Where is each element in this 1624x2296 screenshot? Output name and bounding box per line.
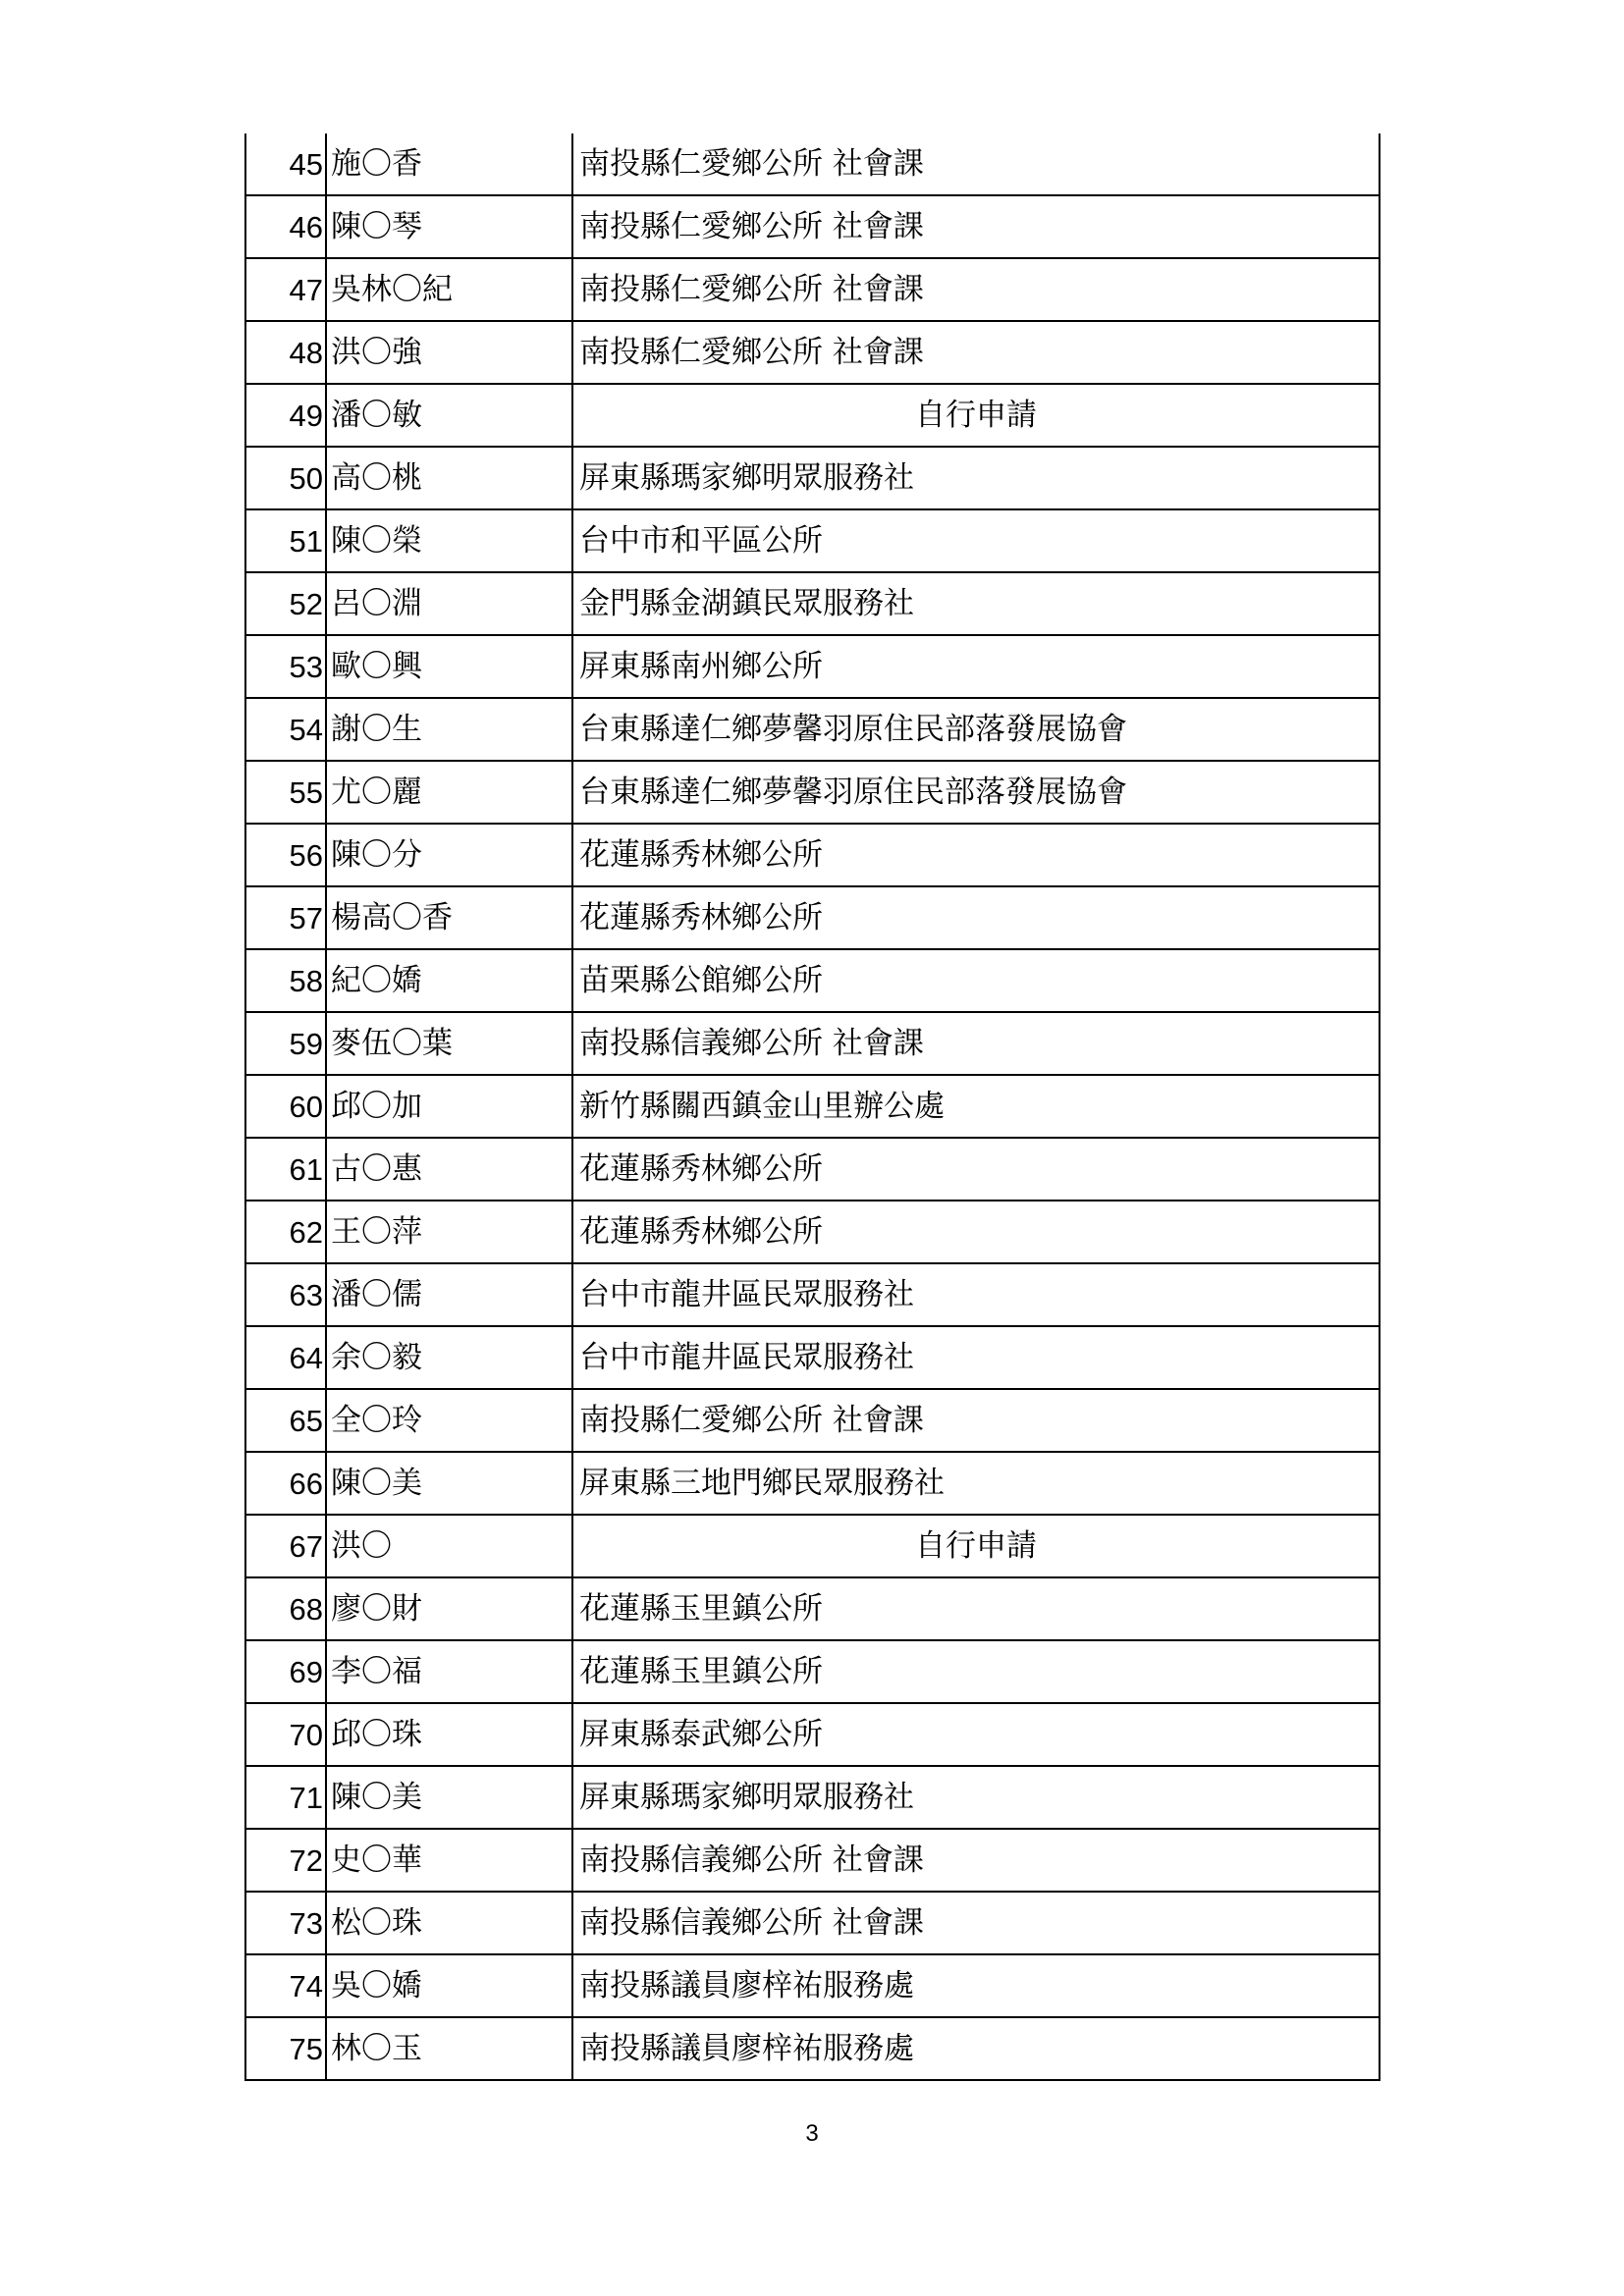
person-name: 邱〇珠 xyxy=(326,1703,572,1766)
row-number: 63 xyxy=(245,1263,326,1326)
table-row xyxy=(245,384,1380,447)
row-number: 49 xyxy=(245,384,326,447)
organization: 花蓮縣秀林鄉公所 xyxy=(572,824,1380,886)
person-name: 麥伍〇葉 xyxy=(326,1012,572,1075)
row-number: 46 xyxy=(245,195,326,258)
row-number: 57 xyxy=(245,886,326,949)
table-row xyxy=(245,572,1380,635)
organization: 屏東縣瑪家鄉明眾服務社 xyxy=(572,1766,1380,1829)
row-number: 64 xyxy=(245,1326,326,1389)
table-row xyxy=(245,1138,1380,1201)
table-row xyxy=(245,1263,1380,1326)
table-row xyxy=(245,1640,1380,1703)
person-name: 吳林〇紀 xyxy=(326,258,572,321)
row-number: 61 xyxy=(245,1138,326,1201)
organization: 屏東縣南州鄉公所 xyxy=(572,635,1380,698)
table-row xyxy=(245,509,1380,572)
table-row xyxy=(245,761,1380,824)
table-row xyxy=(245,1201,1380,1263)
person-name: 全〇玲 xyxy=(326,1389,572,1452)
row-number: 69 xyxy=(245,1640,326,1703)
row-number: 58 xyxy=(245,949,326,1012)
organization: 南投縣仁愛鄉公所 社會課 xyxy=(572,321,1380,384)
table-row xyxy=(245,1075,1380,1138)
organization: 花蓮縣玉里鎮公所 xyxy=(572,1640,1380,1703)
row-number: 67 xyxy=(245,1515,326,1577)
table-row xyxy=(245,2017,1380,2080)
person-name: 高〇桃 xyxy=(326,447,572,509)
organization: 屏東縣泰武鄉公所 xyxy=(572,1703,1380,1766)
organization: 花蓮縣玉里鎮公所 xyxy=(572,1577,1380,1640)
row-number: 62 xyxy=(245,1201,326,1263)
table-row xyxy=(245,1766,1380,1829)
organization: 台中市龍井區民眾服務社 xyxy=(572,1263,1380,1326)
person-name: 古〇惠 xyxy=(326,1138,572,1201)
table-row xyxy=(245,133,1380,195)
organization: 台中市和平區公所 xyxy=(572,509,1380,572)
table-row xyxy=(245,1954,1380,2017)
organization: 南投縣仁愛鄉公所 社會課 xyxy=(572,195,1380,258)
organization: 新竹縣關西鎮金山里辦公處 xyxy=(572,1075,1380,1138)
row-number: 51 xyxy=(245,509,326,572)
row-number: 65 xyxy=(245,1389,326,1452)
row-number: 75 xyxy=(245,2017,326,2080)
organization: 台東縣達仁鄉夢馨羽原住民部落發展協會 xyxy=(572,761,1380,824)
roster-table xyxy=(244,133,1380,2081)
person-name: 廖〇財 xyxy=(326,1577,572,1640)
table-row xyxy=(245,1892,1380,1954)
table-row xyxy=(245,195,1380,258)
table-row xyxy=(245,1515,1380,1577)
person-name: 吳〇嬌 xyxy=(326,1954,572,2017)
row-number: 59 xyxy=(245,1012,326,1075)
person-name: 陳〇榮 xyxy=(326,509,572,572)
organization: 南投縣信義鄉公所 社會課 xyxy=(572,1012,1380,1075)
organization: 南投縣仁愛鄉公所 社會課 xyxy=(572,1389,1380,1452)
organization: 花蓮縣秀林鄉公所 xyxy=(572,1138,1380,1201)
row-number: 54 xyxy=(245,698,326,761)
organization: 苗栗縣公館鄉公所 xyxy=(572,949,1380,1012)
person-name: 王〇萍 xyxy=(326,1201,572,1263)
organization: 屏東縣瑪家鄉明眾服務社 xyxy=(572,447,1380,509)
person-name: 陳〇美 xyxy=(326,1452,572,1515)
row-number: 48 xyxy=(245,321,326,384)
person-name: 施〇香 xyxy=(326,133,572,195)
organization: 自行申請 xyxy=(572,384,1380,447)
row-number: 68 xyxy=(245,1577,326,1640)
row-number: 45 xyxy=(245,133,326,195)
person-name: 呂〇淵 xyxy=(326,572,572,635)
table-row xyxy=(245,1452,1380,1515)
table-row xyxy=(245,1829,1380,1892)
row-number: 50 xyxy=(245,447,326,509)
table-row xyxy=(245,258,1380,321)
person-name: 李〇福 xyxy=(326,1640,572,1703)
row-number: 74 xyxy=(245,1954,326,2017)
table-row xyxy=(245,1703,1380,1766)
person-name: 洪〇強 xyxy=(326,321,572,384)
organization: 南投縣仁愛鄉公所 社會課 xyxy=(572,133,1380,195)
table-row xyxy=(245,1577,1380,1640)
table-row xyxy=(245,1389,1380,1452)
organization: 南投縣信義鄉公所 社會課 xyxy=(572,1892,1380,1954)
person-name: 松〇珠 xyxy=(326,1892,572,1954)
organization: 自行申請 xyxy=(572,1515,1380,1577)
person-name: 邱〇加 xyxy=(326,1075,572,1138)
row-number: 70 xyxy=(245,1703,326,1766)
organization: 屏東縣三地門鄉民眾服務社 xyxy=(572,1452,1380,1515)
person-name: 陳〇美 xyxy=(326,1766,572,1829)
table-row xyxy=(245,321,1380,384)
person-name: 潘〇儒 xyxy=(326,1263,572,1326)
person-name: 謝〇生 xyxy=(326,698,572,761)
table-row xyxy=(245,698,1380,761)
person-name: 史〇華 xyxy=(326,1829,572,1892)
table-row xyxy=(245,949,1380,1012)
row-number: 73 xyxy=(245,1892,326,1954)
roster-table-body xyxy=(245,133,1380,2080)
table-row xyxy=(245,886,1380,949)
person-name: 紀〇嬌 xyxy=(326,949,572,1012)
person-name: 洪〇 xyxy=(326,1515,572,1577)
table-row xyxy=(245,635,1380,698)
organization: 台東縣達仁鄉夢馨羽原住民部落發展協會 xyxy=(572,698,1380,761)
person-name: 陳〇琴 xyxy=(326,195,572,258)
person-name: 尤〇麗 xyxy=(326,761,572,824)
row-number: 60 xyxy=(245,1075,326,1138)
table-row xyxy=(245,1012,1380,1075)
person-name: 林〇玉 xyxy=(326,2017,572,2080)
row-number: 53 xyxy=(245,635,326,698)
table-row xyxy=(245,447,1380,509)
person-name: 楊高〇香 xyxy=(326,886,572,949)
organization: 台中市龍井區民眾服務社 xyxy=(572,1326,1380,1389)
row-number: 47 xyxy=(245,258,326,321)
organization: 金門縣金湖鎮民眾服務社 xyxy=(572,572,1380,635)
row-number: 71 xyxy=(245,1766,326,1829)
person-name: 歐〇興 xyxy=(326,635,572,698)
organization: 南投縣議員廖梓祐服務處 xyxy=(572,1954,1380,2017)
person-name: 陳〇分 xyxy=(326,824,572,886)
row-number: 66 xyxy=(245,1452,326,1515)
table-row xyxy=(245,824,1380,886)
organization: 南投縣議員廖梓祐服務處 xyxy=(572,2017,1380,2080)
organization: 南投縣信義鄉公所 社會課 xyxy=(572,1829,1380,1892)
row-number: 52 xyxy=(245,572,326,635)
organization: 花蓮縣秀林鄉公所 xyxy=(572,1201,1380,1263)
page-number: 3 xyxy=(805,2120,819,2147)
person-name: 潘〇敏 xyxy=(326,384,572,447)
row-number: 56 xyxy=(245,824,326,886)
row-number: 72 xyxy=(245,1829,326,1892)
row-number: 55 xyxy=(245,761,326,824)
organization: 南投縣仁愛鄉公所 社會課 xyxy=(572,258,1380,321)
organization: 花蓮縣秀林鄉公所 xyxy=(572,886,1380,949)
person-name: 余〇毅 xyxy=(326,1326,572,1389)
table-row xyxy=(245,1326,1380,1389)
